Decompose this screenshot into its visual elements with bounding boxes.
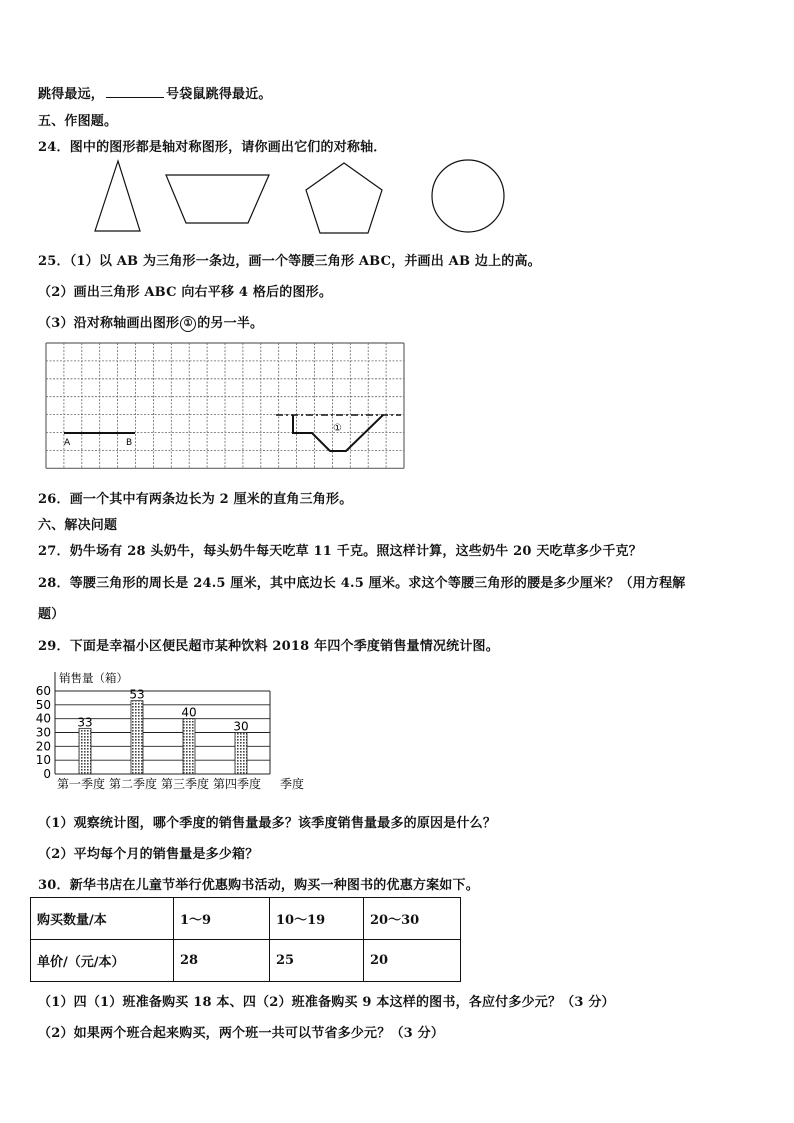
table-cell: 10～19 (270, 898, 364, 940)
question-29-2: （2）平均每个月的销售量是多少箱？ (38, 847, 259, 862)
bar-value-label: 53 (129, 687, 145, 702)
y-tick-label: 60 (35, 684, 51, 698)
question-28-line2: 题） (38, 607, 65, 622)
question-30-1: （1）四（1）班准备购买 18 本、四（2）班准备购买 9 本这样的图书，各应付多少元？（3 分） (38, 995, 615, 1010)
y-tick-label: 40 (35, 711, 51, 726)
q25-3-text-pre: （3）沿对称轴画出图形 (38, 316, 180, 331)
question-28-line1: 28．等腰三角形的周长是 24.5 厘米，其中底边长 4.5 厘米。求这个等腰三角形的腰是多少厘米？（用方程解 (38, 576, 686, 591)
question-30-2: （2）如果两个班合起来购买，两个班一共可以节省多少元？（3 分） (38, 1026, 445, 1041)
answer-blank[interactable] (106, 85, 164, 98)
table-cell: 1～9 (174, 898, 270, 940)
y-tick-label: 20 (35, 739, 51, 754)
question-26: 26．画一个其中有两条边长为 2 厘米的直角三角形。 (38, 492, 353, 507)
section-5-heading: 五、作图题。 (38, 114, 118, 129)
bar-value-label: 33 (77, 715, 93, 730)
table-row (31, 940, 461, 982)
x-tick-label: 第二季度 (109, 777, 158, 791)
table-cell: 25 (270, 940, 364, 982)
y-tick-label: 10 (35, 753, 51, 768)
chart-y-axis-title: 销售量（箱） (59, 671, 128, 685)
point-a-label: A (64, 438, 71, 448)
bar-value-label: 30 (233, 719, 249, 734)
trapezoid-shape (166, 175, 269, 223)
question-29: 29．下面是幸福小区便民超市某种饮料 2018 年四个季度销售量情况统计图。 (38, 639, 499, 654)
table-row (31, 898, 461, 940)
grid-lines (46, 343, 404, 468)
section-6-heading: 六、解决问题 (38, 518, 118, 533)
y-tick-label: 30 (35, 725, 51, 740)
bar-1 (79, 728, 91, 774)
question-25-1: 25．（1）以 AB 为三角形一条边，画一个等腰三角形 ABC，并画出 AB 边上的高。 (38, 254, 541, 269)
y-tick-label: 50 (35, 697, 51, 712)
bar-4 (235, 733, 247, 775)
table-cell: 单价/（元/本） (31, 940, 174, 982)
figure-1-marker: ① (180, 316, 196, 332)
table-cell: 28 (174, 940, 270, 982)
drawing-grid (0, 338, 794, 478)
table-cell: 购买数量/本 (31, 898, 174, 940)
x-tick-label: 第三季度 (161, 777, 210, 791)
bar-2 (131, 701, 143, 774)
x-tick-label: 第四季度 (213, 777, 262, 791)
figure-1-label: ① (333, 423, 342, 434)
question-25-2: （2）画出三角形 ABC 向右平移 4 格后的图形。 (38, 285, 333, 300)
circle-shape (432, 160, 504, 232)
isosceles-triangle-shape (95, 161, 140, 231)
q23-tail (38, 83, 272, 102)
y-tick-label: 0 (43, 767, 51, 781)
table-cell: 20～30 (364, 898, 461, 940)
bar-value-label: 40 (181, 705, 197, 720)
x-tick-label: 第一季度 (57, 777, 106, 791)
question-27: 27．奶牛场有 28 头奶牛，每头奶牛每天吃草 11 千克。照这样计算，这些奶牛 20 天吃草多少千克？ (38, 544, 642, 559)
question-24: 24．图中的图形都是轴对称图形，请你画出它们的对称轴． (38, 140, 387, 155)
q23-text-pre: 跳得最远， (38, 87, 105, 102)
q23-text-post: 号袋鼠跳得最近。 (166, 87, 272, 102)
question-30: 30．新华书店在儿童节举行优惠购书活动，购买一种图书的优惠方案如下。 (38, 878, 479, 893)
chart-x-ticks (57, 776, 261, 791)
sales-bar-chart (0, 664, 794, 794)
price-table (30, 897, 461, 982)
table-cell: 20 (364, 940, 461, 982)
q24-shapes (0, 155, 794, 235)
chart-y-ticks (36, 684, 51, 781)
bar-3 (183, 719, 195, 774)
point-b-label: B (126, 438, 133, 448)
chart-x-axis-title: 季度 (280, 777, 305, 791)
q25-3-text-post: 的另一半。 (197, 316, 264, 331)
question-25-3 (38, 312, 263, 332)
chart-value-labels (77, 688, 248, 734)
question-29-1: （1）观察统计图，哪个季度的销售量最多？该季度销售量最多的原因是什么？ (38, 816, 497, 831)
chart-bars (79, 701, 247, 774)
pentagon-shape (306, 163, 382, 233)
